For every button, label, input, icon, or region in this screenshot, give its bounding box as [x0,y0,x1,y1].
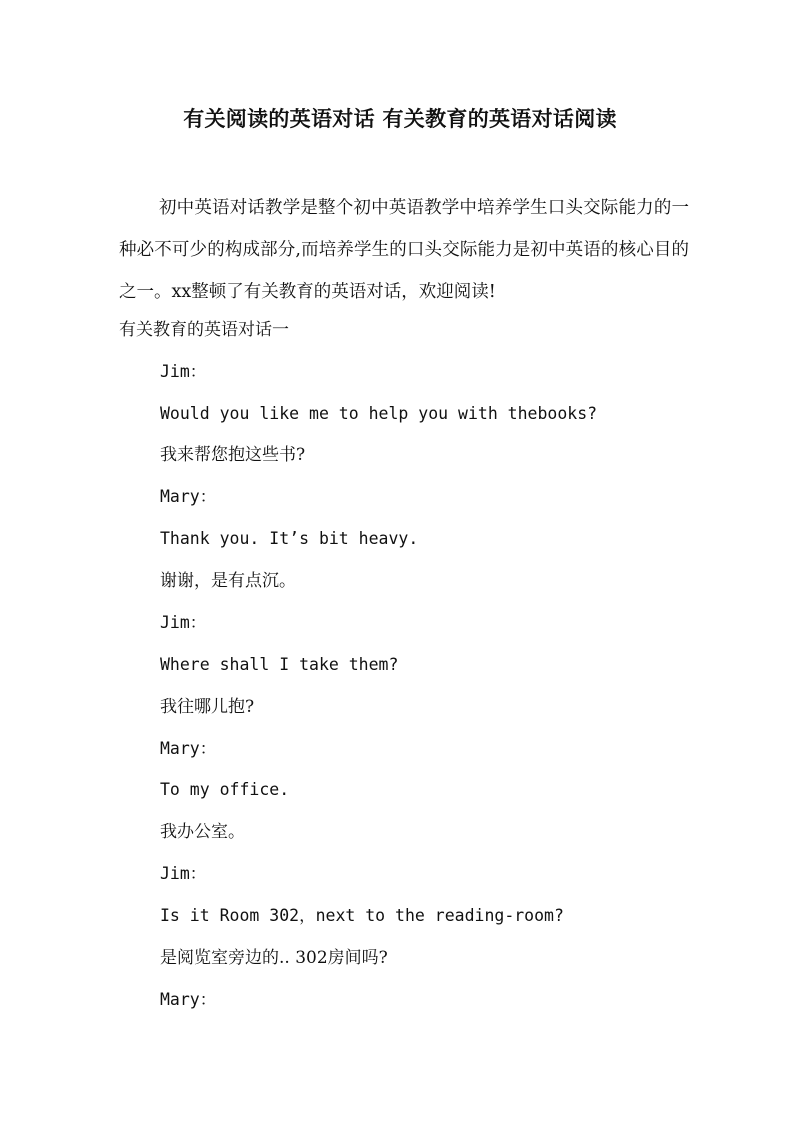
dialogue-english: Would you like me to help you with thebooks? [160,404,598,423]
dialogue-translation: 我来帮您抱这些书? [160,445,306,465]
dialogue-english: Where shall I take them? [160,655,399,674]
dialogue-english: To my office. [160,780,290,799]
dialogue-speaker: Jim： [160,613,207,632]
section-heading: 有关教育的英语对话一 [119,320,289,340]
dialogue-translation: 我办公室。 [160,822,245,842]
dialogue-translation: 是阅览室旁边的.. 302房间吗? [160,948,388,968]
document-title: 有关阅读的英语对话 有关教育的英语对话阅读 [183,106,617,131]
dialogue-translation: 我往哪儿抱? [160,697,255,717]
dialogue-translation: 谢谢，是有点沉。 [160,571,296,591]
dialogue-speaker: Mary： [160,990,217,1009]
intro-paragraph: 初中英语对话教学是整个初中英语教学中培养学生口头交际能力的一种必不可少的构成部分,而培养学生的口头交际能力是初中英语的核心目的之一。xx整顿了有关教育的英语对话，欢迎阅读! [119,198,689,302]
dialogue-speaker: Mary： [160,487,217,506]
dialogue-english: Is it Room 302，next to the reading-room? [160,906,564,925]
dialogue-speaker: Mary： [160,739,217,758]
dialogue-english: Thank you. It’s bit heavy. [160,529,419,548]
dialogue-speaker: Jim： [160,362,207,381]
dialogue-speaker: Jim： [160,864,207,883]
